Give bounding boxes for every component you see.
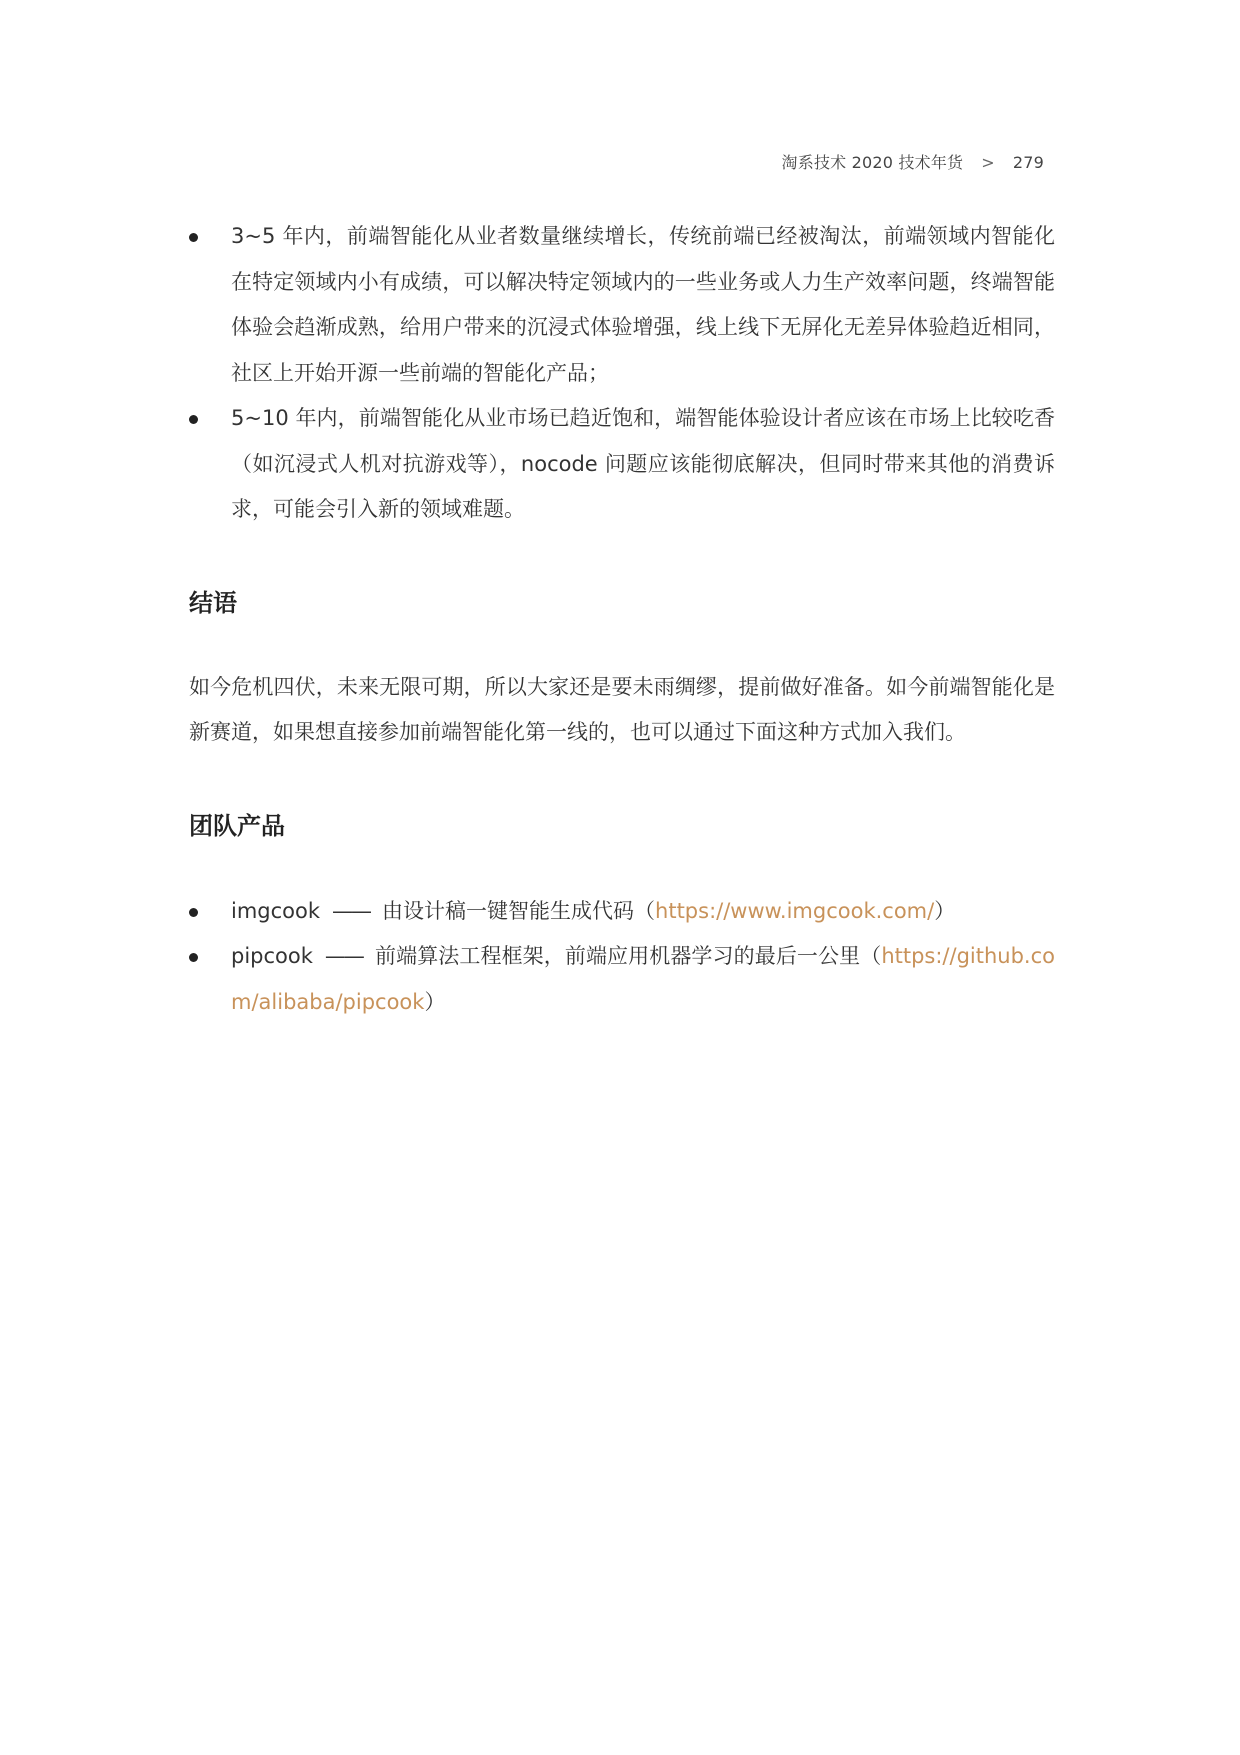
- bullet-icon: [189, 953, 198, 962]
- header-title: 淘系技术 2020 技术年货: [781, 153, 964, 172]
- product-name: pipcook: [231, 944, 313, 968]
- page-header: [782, 150, 1044, 173]
- product-name: imgcook: [231, 898, 321, 923]
- list-item: [189, 396, 1055, 533]
- list-item: [189, 889, 1055, 935]
- bullet-icon: [189, 908, 198, 917]
- header-separator: >: [981, 153, 995, 172]
- paren-open: （: [634, 898, 656, 923]
- list-item: [189, 934, 1055, 1025]
- bullet-icon: [189, 233, 198, 242]
- conclusion-heading: 结语: [189, 588, 237, 617]
- product-description: 由设计稿一键智能生成代码: [382, 898, 635, 923]
- product-dash: ——: [324, 944, 363, 968]
- outlook-list: [189, 214, 1055, 533]
- products-list: [189, 889, 1055, 1026]
- paren-close: ）: [424, 989, 446, 1014]
- product-dash: ——: [332, 898, 371, 923]
- paren-open: （: [860, 944, 882, 968]
- conclusion-paragraph: 如今危机四伏，未来无限可期，所以大家还是要未雨绸缪，提前做好准备。如今前端智能化是新赛道，如果想直接参加前端智能化第一线的，也可以通过下面这种方式加入我们。: [189, 674, 1055, 744]
- page-content: [189, 214, 1055, 1025]
- list-item: [189, 214, 1055, 396]
- page-number: 279: [1012, 153, 1044, 172]
- product-description: 前端算法工程框架，前端应用机器学习的最后一公里: [374, 944, 861, 968]
- bullet-icon: [189, 415, 198, 424]
- imgcook-link[interactable]: https://www.imgcook.com/: [655, 898, 935, 923]
- products-heading: 团队产品: [189, 811, 285, 840]
- pipcook-link[interactable]: https://github.com/alibaba/pipcook: [231, 944, 1056, 1014]
- list-item-text: 5~10 年内，前端智能化从业市场已趋近饱和，端智能体验设计者应该在市场上比较吃香（如沉浸式人机对抗游戏等），nocode 问题应该能彻底解决，但同时带来其他的消费诉求，可能会引入新的领域难题。: [231, 406, 1055, 521]
- list-item-text: 3~5 年内，前端智能化从业者数量继续增长，传统前端已经被淘汰，前端领域内智能化在特定领域内小有成绩，可以解决特定领域内的一些业务或人力生产效率问题，终端智能体验会趋渐成熟，给用户带来的沉浸式体验增强，线上线下无屏化无差异体验趋近相同，社区上开始开源一些前端的智能化产品；: [231, 224, 1055, 385]
- paren-close: ）: [934, 898, 956, 923]
